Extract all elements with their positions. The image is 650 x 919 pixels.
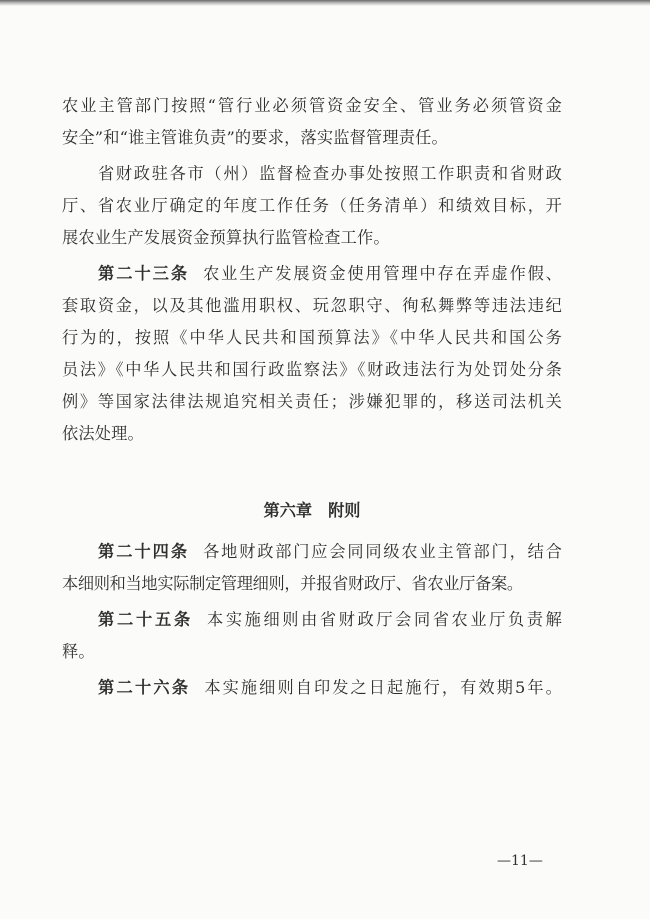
article-25-first-line (62, 604, 562, 636)
text-line: 套取资金，以及其他滥用职权、玩忽职守、徇私舞弊等违法违纪 (62, 296, 562, 315)
scan-top-edge (0, 0, 650, 6)
text-line: 展农业生产发展资金预算执行监管检查工作。 (62, 228, 390, 247)
text-span: 本实施细则由省财政厅会同省农业厅负责解 (207, 610, 562, 629)
text-line: 农业主管部门按照“管行业必须管资金安全、管业务必须管资金 (62, 96, 562, 115)
article-label: 第二十四条 (98, 542, 190, 561)
text-line: 员法》《中华人民共和国行政监察法》《财政违法行为处罚处分条 (62, 360, 562, 379)
text-line: 厅、省农业厅确定的年度工作任务（任务清单）和绩效目标，开 (62, 196, 562, 215)
text-line: 例》等国家法律法规追究相关责任；涉嫌犯罪的，移送司法机关 (62, 392, 562, 411)
document-page (62, 90, 562, 704)
text-line: 释。 (62, 642, 95, 661)
text-line: 本细则和当地实际制定管理细则，并报省财政厅、省农业厅备案。 (62, 574, 523, 593)
chapter-number: 第六章 (263, 501, 313, 520)
text-line: 行为的，按照《中华人民共和国预算法》《中华人民共和国公务 (62, 328, 562, 347)
article-24-first-line (62, 536, 562, 568)
text-line: 依法处理。 (62, 424, 144, 443)
text-line: 省财政驻各市（州）监督检查办事处按照工作职责和省财政 (98, 164, 562, 183)
page-number: —11— (497, 853, 543, 869)
article-23-first-line (62, 258, 562, 290)
text-line: 安全”和“谁主管谁负责”的要求，落实监督管理责任。 (62, 128, 448, 147)
text-span: 本实施细则自印发之日起施行，有效期5年。 (204, 678, 562, 697)
text-span: 各地财政部门应会同同级农业主管部门，结合 (203, 542, 563, 561)
article-label: 第二十三条 (98, 264, 190, 283)
text-span: 农业生产发展资金使用管理中存在弄虚作假、 (203, 264, 563, 283)
chapter-heading (62, 495, 562, 527)
article-label: 第二十六条 (98, 678, 191, 697)
article-label: 第二十五条 (98, 610, 194, 629)
chapter-title: 附则 (328, 501, 361, 520)
article-26-first-line (62, 672, 562, 704)
